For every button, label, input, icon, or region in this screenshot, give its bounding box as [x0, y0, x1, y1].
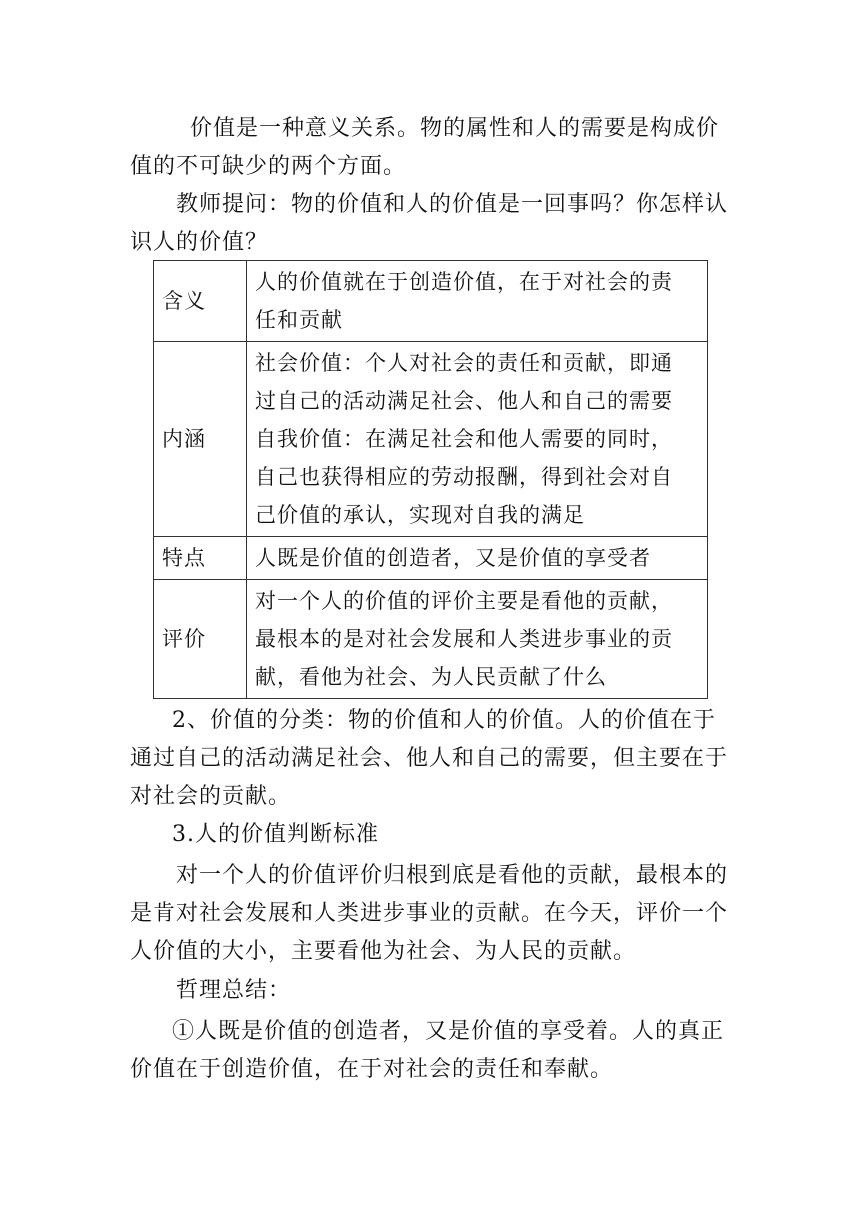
heading-summary	[130, 972, 730, 1010]
text-line: 人价值的大小，主要看他为社会、为人民的贡献。	[130, 939, 637, 964]
table-key-cell: 评价	[154, 580, 247, 699]
paragraph-teacher-question	[130, 186, 730, 262]
heading-value-criteria	[130, 816, 730, 854]
paragraph-summary-point-1	[130, 1013, 730, 1089]
table-key-cell: 内涵	[154, 342, 247, 537]
text-line: 3.人的价值判断标准	[172, 822, 379, 847]
table-text-line: 献，看他为社会、为人民贡献了什么	[255, 665, 607, 689]
text-line: 对社会的贡献。	[130, 784, 292, 809]
table-value-cell	[247, 537, 708, 580]
text-line: 值的不可缺少的两个方面。	[130, 154, 407, 179]
table-text-line: 最根本的是对社会发展和人类进步事业的贡	[255, 627, 673, 651]
text-line: ①人既是价值的创造者，又是价值的享受着。人的真正	[172, 1019, 725, 1044]
text-line: 价值是一种意义关系。物的属性和人的需要是构成价	[190, 116, 720, 141]
paragraph-value-classification	[130, 702, 730, 816]
table-text-line: 过自己的活动满足社会、他人和自己的需要	[255, 389, 673, 413]
paragraph-evaluation	[130, 857, 730, 971]
text-line: 教师提问：物的价值和人的价值是一回事吗？你怎样认	[176, 192, 729, 217]
table-row	[154, 580, 708, 699]
table-key-cell: 特点	[154, 537, 247, 580]
table-key-cell: 含义	[154, 261, 247, 342]
text-line: 识人的价值？	[130, 230, 269, 255]
table-value-cell	[247, 261, 708, 342]
table-value-cell	[247, 342, 708, 537]
table-text-line: 己价值的承认，实现对自我的满足	[255, 503, 585, 527]
table-text-line: 对一个人的价值的评价主要是看他的贡献，	[255, 589, 673, 613]
text-line: 通过自己的活动满足社会、他人和自己的需要，但主要在于	[130, 746, 729, 771]
table-text-line: 任和贡献	[255, 308, 343, 332]
table-row	[154, 261, 708, 342]
table-text-line: 人的价值就在于创造价值，在于对社会的责	[255, 270, 673, 294]
table-value-cell	[247, 580, 708, 699]
paragraph-value-definition	[130, 110, 730, 186]
table-text-line: 人既是价值的创造者，又是价值的享受者	[255, 546, 651, 570]
text-line: 是肯对社会发展和人类进步事业的贡献。在今天，评价一个	[130, 901, 729, 926]
text-line: 对一个人的价值评价归根到底是看他的贡献，最根本的	[176, 863, 729, 888]
table-row	[154, 342, 708, 537]
text-line: 哲理总结：	[176, 978, 292, 1003]
table-text-line: 自我价值：在满足社会和他人需要的同时，	[255, 427, 673, 451]
table-text-line: 自己也获得相应的劳动报酬，得到社会对自	[255, 465, 673, 489]
value-table	[153, 260, 708, 699]
text-line: 2、价值的分类：物的价值和人的价值。人的价值在于	[172, 708, 716, 733]
table-row	[154, 537, 708, 580]
table-text-line: 社会价值：个人对社会的责任和贡献，即通	[255, 351, 673, 375]
text-line: 价值在于创造价值，在于对社会的责任和奉献。	[130, 1057, 614, 1082]
